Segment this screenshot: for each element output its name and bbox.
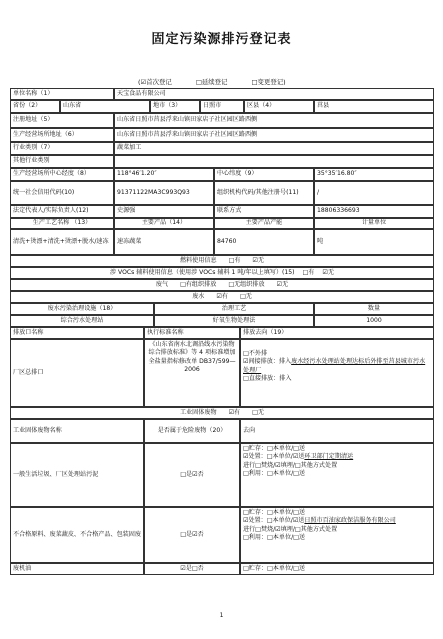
fuel-no-option[interactable]: ☑无 bbox=[252, 256, 264, 264]
change-registration-option[interactable]: □变更登记) bbox=[251, 78, 286, 86]
is-hazardous-header: 是否属于危险废物（20） bbox=[144, 419, 240, 443]
row1-use-option[interactable]: □利用：□本单位/□送 bbox=[243, 470, 305, 478]
gas-unorganized-option[interactable]: □无组织排放 bbox=[228, 280, 265, 288]
contact-label: 联系方式 bbox=[214, 205, 314, 218]
center-longitude-value: 118°46′1.20″ bbox=[114, 168, 214, 181]
reg-address-label: 注册地址（5） bbox=[10, 113, 114, 128]
industry-value: 蔬菜加工 bbox=[114, 142, 434, 155]
reg-address-value: 山东省日照市莒县浮来山镇田家店子社区园区路西侧 bbox=[114, 113, 434, 128]
voc-use-label: 涉 VOCs 辅料使用信息（使用涉 VOCs 辅料 1 吨/年以上填写）(15) bbox=[110, 268, 295, 276]
page-title: 固定污染源排污登记表 bbox=[151, 32, 292, 47]
solid-row1-dest bbox=[240, 443, 434, 507]
waste-water-label: 废水 bbox=[192, 292, 205, 300]
row2-method-option[interactable]: 进行□焚烧/☑填埋/□其他方式处置 bbox=[243, 525, 338, 533]
outlet-dest-header: 排放去向（19） bbox=[240, 327, 434, 339]
legal-rep-value: 史源强 bbox=[114, 205, 214, 218]
other-industry-value bbox=[114, 155, 434, 168]
prod-address-value: 山东省日照市莒县浮来山镇田家店子社区园区路西侧 bbox=[114, 128, 434, 142]
solid-row2-hazard[interactable]: □是☑否 bbox=[144, 507, 240, 563]
center-latitude-value: 35°35′16.80″ bbox=[314, 168, 434, 181]
water-facility-value: 综合污水处理站 bbox=[10, 315, 154, 327]
process-name-value: 清洗+烫漂+清洗+烫漂+脱水/速冻 bbox=[10, 229, 114, 255]
fuel-use-label: 燃料使用信息 bbox=[180, 256, 217, 264]
solid-row3-dest bbox=[240, 563, 434, 575]
province-label: 省份（2） bbox=[10, 100, 60, 113]
waste-water-row bbox=[10, 291, 434, 303]
solid-row3-name: 废机油 bbox=[10, 563, 144, 575]
exec-standard-header: 执行标准名称 bbox=[144, 327, 240, 339]
direct-discharge-option[interactable]: □直接排放：排入 bbox=[243, 375, 292, 383]
solid-name-header: 工业固体废物名称 bbox=[10, 419, 144, 443]
solid-row1-hazard[interactable]: □是☑否 bbox=[144, 443, 240, 507]
district-value: 莒县 bbox=[314, 100, 434, 113]
quantity-value: 1000 bbox=[314, 315, 434, 327]
main-product-header: 主要产品（14） bbox=[114, 218, 214, 229]
solid-waste-label: 工业固体废物 bbox=[180, 408, 217, 416]
industry-label: 行业类别（7） bbox=[10, 142, 114, 155]
row3-storage-option[interactable]: □贮存：□本单位/□送 bbox=[243, 564, 305, 572]
waste-gas-label: 废气 bbox=[155, 280, 169, 288]
other-industry-label: 其他行业类别 bbox=[10, 155, 114, 168]
solid-row3-hazard[interactable]: ☑是□否 bbox=[144, 563, 240, 575]
outlet-name-value: 厂区总排口 bbox=[10, 339, 144, 407]
row2-disposal-option[interactable]: ☑处置：□本单位/☑送 bbox=[243, 517, 305, 525]
outlet-dest-value bbox=[240, 339, 434, 407]
city-label: 地市（3） bbox=[150, 100, 200, 113]
renewal-registration-option[interactable]: □延续登记 bbox=[195, 78, 228, 86]
voc-yes-option[interactable]: □有 bbox=[302, 268, 315, 276]
solid-row1-name: 一般生活垃圾、厂区处理站污泥 bbox=[10, 443, 144, 507]
row2-disposal-detail: 日照市百油家政保洁服务有限公司 bbox=[304, 517, 396, 525]
no-discharge-option[interactable]: □不外排 bbox=[243, 350, 268, 357]
capacity-header: 主要产品产能 bbox=[214, 218, 314, 229]
main-product-value: 速冻蔬菜 bbox=[114, 229, 214, 255]
solid-waste-row bbox=[10, 407, 434, 419]
row2-use-option[interactable]: □利用：□本单位/□送 bbox=[243, 534, 305, 542]
fuel-yes-option[interactable]: □有 bbox=[228, 256, 241, 264]
water-yes-option[interactable]: ☑有 bbox=[216, 292, 228, 300]
unit-name-value: 天宝食品有限公司 bbox=[114, 88, 434, 100]
province-value: 山东省 bbox=[60, 100, 150, 113]
registration-type-options bbox=[138, 77, 398, 86]
center-latitude-label: 中心纬度（9） bbox=[214, 168, 314, 181]
prod-address-label: 生产经营场所地址（6） bbox=[10, 128, 114, 142]
credit-code-value: 91371122MA3C993Q93 bbox=[114, 181, 214, 205]
voc-no-option[interactable]: ☑无 bbox=[322, 268, 334, 276]
solid-dest-header: 去向 bbox=[240, 419, 434, 443]
row1-disposal-detail: 环卫部门定期清运 bbox=[304, 453, 354, 461]
row1-storage-option[interactable]: □贮存：□本单位/□送 bbox=[243, 445, 305, 452]
process-name-header: 生产工艺名称 （13） bbox=[10, 218, 114, 229]
solid-yes-option[interactable]: ☑有 bbox=[228, 408, 241, 416]
center-longitude-label: 生产经营场所中心经度（8） bbox=[10, 168, 114, 181]
gas-organized-option[interactable]: □有组织排放 bbox=[180, 280, 217, 288]
org-code-value: / bbox=[314, 181, 434, 205]
fuel-use-row bbox=[10, 255, 434, 267]
district-label: 区县（4） bbox=[244, 100, 314, 113]
voc-use-row bbox=[10, 267, 434, 279]
page-number: 1 bbox=[219, 612, 224, 619]
unit-name-label: 单位名称（1） bbox=[10, 88, 114, 100]
exec-standard-value: 《山东省南水北调沿线水污染物综合排放标准》等 4 项标准增加全盐量指标修改单 DB37/599—2006 bbox=[144, 339, 240, 407]
treat-process-header: 治理工艺 bbox=[154, 303, 314, 315]
unit-value: 吨 bbox=[314, 229, 434, 255]
solid-row2-name: 不合格原料、废菜蔬皮、不合格产品、包装固废 bbox=[10, 507, 144, 563]
solid-no-option[interactable]: □无 bbox=[252, 408, 264, 416]
org-code-label: 组织机构代码/其他注册号(11) bbox=[214, 181, 314, 205]
capacity-value: 84760 bbox=[214, 229, 314, 255]
contact-value: 18806336693 bbox=[314, 205, 434, 218]
first-registration-option[interactable]: (☑首次登记 bbox=[138, 78, 172, 86]
indirect-discharge-detail: 废水经污水处理站处理达标后外排至莒县城市污水处理厂 bbox=[243, 358, 426, 374]
water-no-option[interactable]: □无 bbox=[239, 292, 252, 300]
row1-disposal-option[interactable]: ☑处置：□本单位/☑送 bbox=[243, 453, 305, 461]
row2-storage-option[interactable]: □贮存：□本单位/□送 bbox=[243, 509, 305, 516]
unit-header: 计量单位 bbox=[314, 218, 434, 229]
row1-method-option[interactable]: 进行□焚烧/☑填埋/□其他方式处置 bbox=[243, 461, 338, 469]
outlet-name-header: 排放口名称 bbox=[10, 327, 144, 339]
city-value: 日照市 bbox=[200, 100, 244, 113]
gas-none-option[interactable]: ☑无 bbox=[276, 280, 289, 288]
waste-gas-row bbox=[10, 279, 434, 291]
legal-rep-label: 法定代表人/实际负责人(12) bbox=[10, 205, 114, 218]
credit-code-label: 统一社会信用代码(10) bbox=[10, 181, 114, 205]
indirect-discharge-option[interactable]: ☑间接排放：排入 bbox=[243, 358, 292, 366]
solid-row2-dest bbox=[240, 507, 434, 563]
quantity-header: 数量 bbox=[314, 303, 434, 315]
treat-process-value: 好氧生物处理法 bbox=[154, 315, 314, 327]
water-facility-header: 废水污染治理设施（18） bbox=[10, 303, 154, 315]
